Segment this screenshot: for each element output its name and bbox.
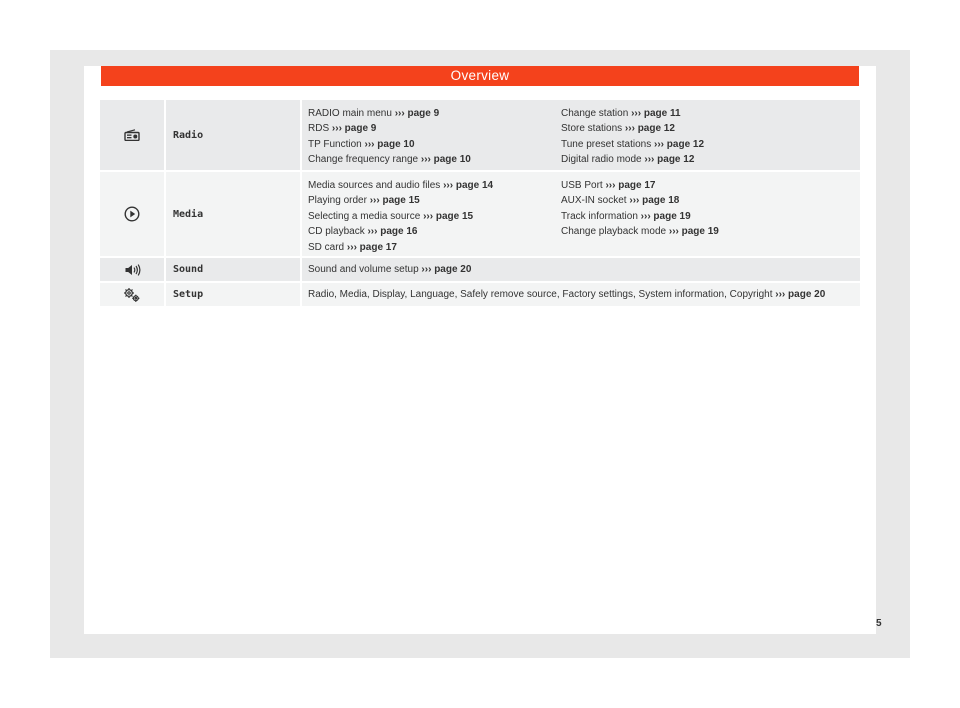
list-item: Change playback mode ››› page 19 [561,226,719,238]
sound-icon [100,258,164,281]
page-link[interactable]: ››› page 16 [367,226,418,238]
list-item: Radio, Media, Display, Language, Safely remove source, Factory settings, System information, Copyright ››› page 20 [308,289,826,300]
page-link[interactable]: ››› page 12 [654,138,705,150]
row-name: Radio [166,100,300,170]
list-item: CD playback ››› page 16 [308,226,418,238]
play-icon [100,172,164,256]
list-item: Media sources and audio files ››› page 14 [308,180,494,191]
radio-icon [100,100,164,170]
page-link[interactable]: ››› page 10 [420,154,471,166]
list-item: Sound and volume setup ››› page 20 [308,264,472,275]
list-item: Change frequency range ››› page 10 [308,154,471,166]
list-item: Playing order ››› page 15 [308,195,420,207]
page-link[interactable]: ››› page 11 [631,108,681,119]
table-row-setup [100,283,860,306]
list-item: RDS ››› page 9 [308,123,377,135]
table-row-media [100,172,860,256]
row-name: Setup [166,283,300,306]
list-item: Store stations ››› page 12 [561,123,675,135]
page-title: Overview [101,66,859,86]
list-item: SD card ››› page 17 [308,241,397,253]
page-link[interactable]: ››› page 15 [423,210,474,222]
page-link[interactable]: ››› page 20 [421,264,472,275]
list-item: Digital radio mode ››› page 12 [561,154,695,166]
page-link[interactable]: ››› page 19 [640,210,691,222]
list-item: Selecting a media source ››› page 15 [308,210,474,222]
page-link[interactable]: ››› page 17 [605,180,656,191]
setup-gears-icon [100,283,164,306]
page-link[interactable]: ››› page 15 [369,195,420,207]
list-item: RADIO main menu ››› page 9 [308,108,440,119]
page-link[interactable]: ››› page 9 [394,108,440,119]
row-name: Media [166,172,300,256]
page-link[interactable]: ››› page 12 [624,123,675,135]
page-link[interactable]: ››› page 19 [668,226,719,238]
row-name: Sound [166,258,300,281]
table-row-radio [100,100,860,170]
overview-table [100,100,860,308]
page-link[interactable]: ››› page 10 [364,138,415,150]
page-link[interactable]: ››› page 20 [775,289,826,300]
page-link[interactable]: ››› page 14 [443,180,494,191]
list-item: AUX-IN socket ››› page 18 [561,195,680,207]
list-item: TP Function ››› page 10 [308,138,415,150]
page-link[interactable]: ››› page 9 [331,123,377,135]
page-link[interactable]: ››› page 18 [629,195,680,207]
table-row-sound [100,258,860,281]
list-item: Change station ››› page 11 [561,108,681,119]
list-item: USB Port ››› page 17 [561,180,656,191]
page-link[interactable]: ››› page 17 [346,241,397,253]
page-number: 5 [876,618,882,629]
list-item: Tune preset stations ››› page 12 [561,138,705,150]
list-item: Track information ››› page 19 [561,210,691,222]
page-link[interactable]: ››› page 12 [644,154,695,166]
